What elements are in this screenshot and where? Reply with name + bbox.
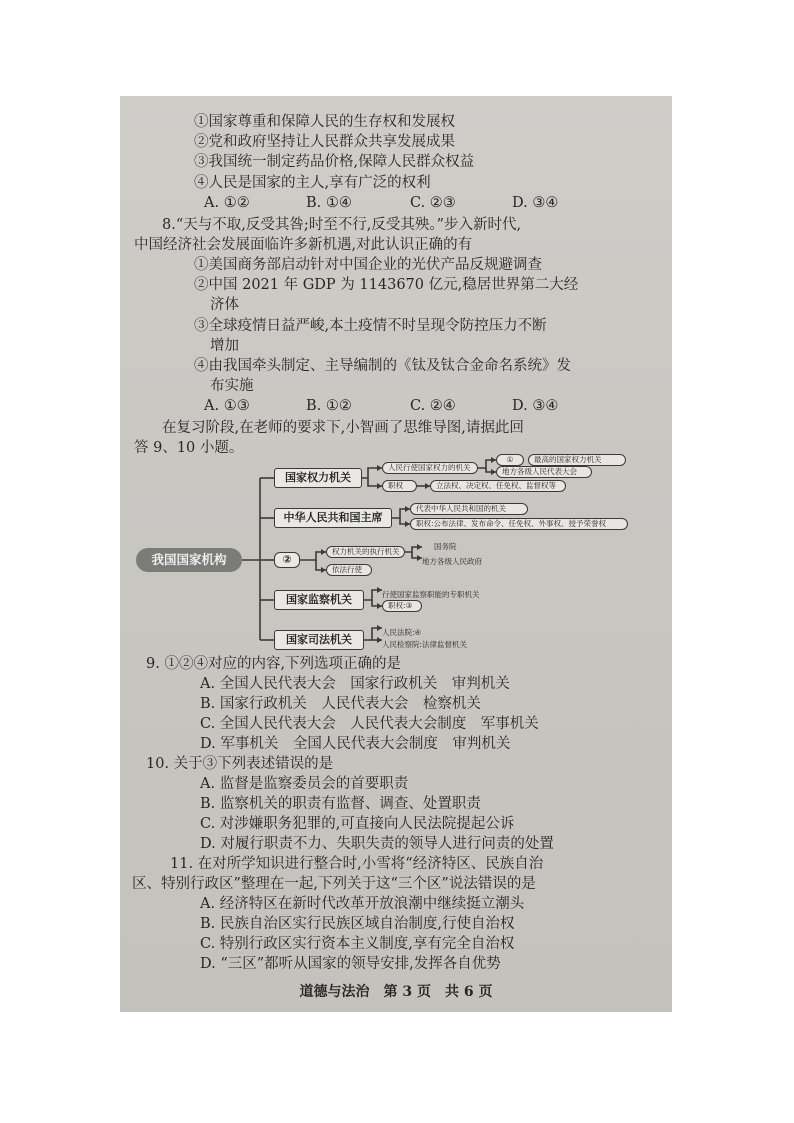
q7-item-3: ③我国统一制定药品价格,保障人民群众权益 [194, 154, 475, 170]
node-supervision-organ: 国家监察机关 [274, 590, 364, 610]
node-president: 中华人民共和国主席 [274, 508, 392, 528]
q7-option-a: A. ①② [204, 195, 250, 211]
q7-option-d: D. ③④ [512, 195, 559, 211]
node-president-powers: 职权:公布法律、发布命令、任免权、外事权、授予荣誉权 [410, 518, 628, 530]
node-executive-organ: 权力机关的执行机关 [326, 546, 405, 558]
node-b1-powers-label: 职权 [382, 480, 417, 492]
node-supervision-desc: 行使国家监察职能的专职机关 [382, 590, 480, 599]
node-b1-powers: 立法权、决定权、任免权、监督权等 [430, 480, 566, 492]
q10-stem: 10. 关于③下列表述错误的是 [146, 756, 334, 772]
q8-option-d: D. ③④ [512, 398, 559, 414]
node-local-government: 地方各级人民政府 [422, 557, 482, 566]
node-highest-power-organ: 最高的国家权力机关 [528, 454, 626, 466]
q9-option-a: A. 全国人民代表大会 国家行政机关 审判机关 [200, 676, 510, 692]
intro-line-1: 在复习阶段,在老师的要求下,小智画了思维导图,请据此回 [162, 420, 524, 436]
q7-item-4: ④人民是国家的主人,享有广泛的权利 [194, 175, 431, 191]
q9-option-c: C. 全国人民代表大会 人民代表大会制度 军事机关 [200, 716, 539, 732]
node-blank-1: ① [496, 454, 524, 466]
q11-stem-line-1: 11. 在对所学知识进行整合时,小雪将“经济特区、民族自治 [170, 856, 544, 872]
q8-option-c: C. ②④ [410, 398, 456, 414]
mindmap-connectors [120, 96, 672, 656]
q8-stem-line-1: 8.“天与不取,反受其咎;时至不行,反受其殃。”步入新时代, [162, 217, 522, 233]
q10-option-a: A. 监督是监察委员会的首要职责 [200, 776, 409, 792]
q8-item-2: ②中国 2021 年 GDP 为 1143670 亿元,稳居世界第二大经 [194, 277, 579, 293]
q10-option-c: C. 对涉嫌职务犯罪的,可直接向人民法院提起公诉 [200, 816, 515, 832]
q7-option-b: B. ①④ [306, 195, 352, 211]
q10-option-b: B. 监察机关的职责有监督、调查、处置职责 [200, 796, 481, 812]
intro-line-2: 答 9、10 小题。 [134, 440, 244, 456]
q11-option-b: B. 民族自治区实行民族区域自治制度,行使自治权 [200, 916, 515, 932]
node-people-exercise-power: 人民行使国家权力的机关 [382, 462, 478, 474]
q11-option-c: C. 特别行政区实行资本主义制度,享有完全自治权 [200, 936, 515, 952]
node-procuratorate: 人民检察院:法律监督机关 [382, 640, 468, 649]
q9-option-d: D. 军事机关 全国人民代表大会制度 审判机关 [200, 736, 511, 752]
node-state-power-organ: 国家权力机关 [274, 468, 362, 488]
q8-stem-line-2: 中国经济社会发展面临许多新机遇,对此认识正确的有 [134, 237, 473, 253]
q11-option-a: A. 经济特区在新时代改革开放浪潮中继续挺立潮头 [200, 896, 525, 912]
node-judicial-organ: 国家司法机关 [274, 630, 364, 650]
q8-option-b: B. ①② [306, 398, 352, 414]
q11-option-d: D. “三区”都听从国家的领导安排,发挥各自优势 [200, 956, 501, 972]
q7-item-1: ①国家尊重和保障人民的生存权和发展权 [194, 114, 455, 130]
q7-option-c: C. ②③ [410, 195, 456, 211]
q8-item-3-cont: 增加 [210, 338, 239, 354]
q8-item-4: ④由我国牵头制定、主导编制的《钛及钛合金命名系统》发 [194, 358, 571, 374]
node-state-council: 国务院 [434, 542, 457, 551]
node-exercise-by-law: 依法行使 [326, 564, 372, 576]
scanned-page [120, 96, 672, 1012]
q9-option-b: B. 国家行政机关 人民代表大会 检察机关 [200, 696, 481, 712]
q8-item-2-cont: 济体 [210, 297, 239, 313]
node-blank-4: 人民法院:④ [382, 628, 422, 637]
page-footer: 道德与法治 第 3 页 共 6 页 [299, 984, 493, 1000]
node-represent-prc: 代表中华人民共和国的机关 [410, 503, 528, 515]
q10-option-d: D. 对履行职责不力、失职失责的领导人进行问责的处置 [200, 836, 554, 852]
q11-stem-line-2: 区、特别行政区”整理在一起,下列关于这“三个区”说法错误的是 [132, 876, 536, 892]
q8-option-a: A. ①③ [204, 398, 250, 414]
q8-item-4-cont: 布实施 [210, 378, 254, 394]
q8-item-1: ①美国商务部启动针对中国企业的光伏产品反规避调查 [194, 257, 542, 273]
q9-stem: 9. ①②④对应的内容,下列选项正确的是 [146, 656, 402, 672]
mindmap-root: 我国国家机构 [136, 548, 242, 572]
node-blank-2: ② [274, 552, 300, 568]
node-local-congress: 地方各级人民代表大会 [496, 466, 592, 478]
node-blank-3: 职权:③ [382, 600, 422, 612]
q7-item-2: ②党和政府坚持让人民群众共享发展成果 [194, 134, 455, 150]
q8-item-3: ③全球疫情日益严峻,本土疫情不时呈现令防控压力不断 [194, 318, 547, 334]
